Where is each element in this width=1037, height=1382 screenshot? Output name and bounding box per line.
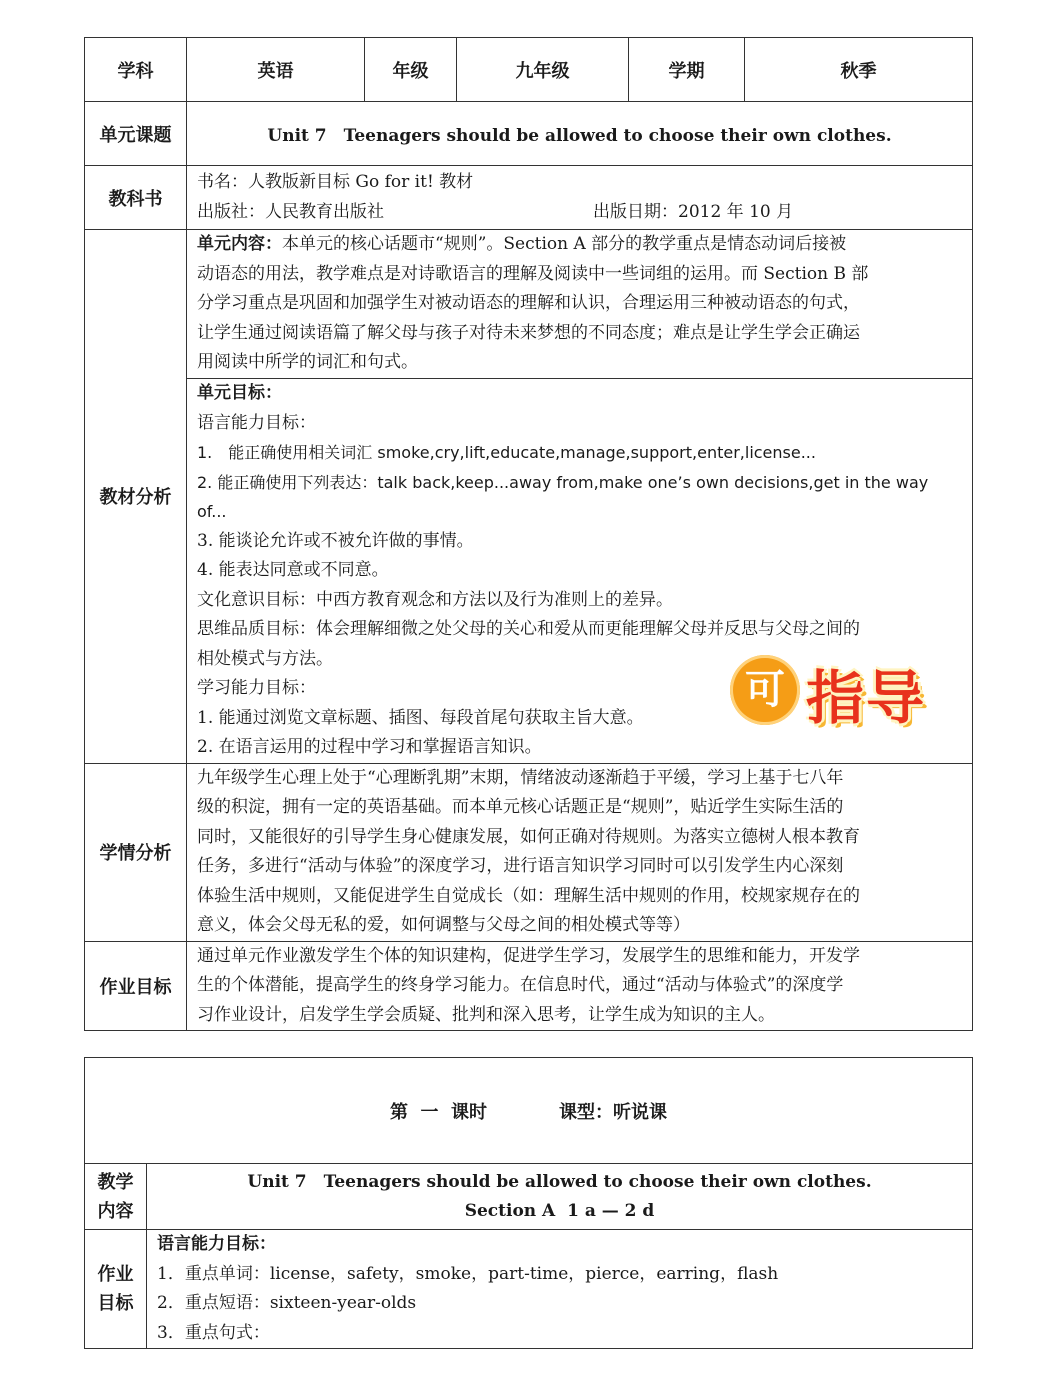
lesson-content-cell bbox=[147, 1164, 973, 1230]
lesson-goal-row bbox=[85, 1230, 973, 1349]
textbook-label: 教科书 bbox=[85, 166, 187, 230]
student-analysis-label: 学情分析 bbox=[85, 763, 187, 941]
student-analysis-row bbox=[85, 763, 973, 941]
lesson-goal-line: 3．重点句式： bbox=[157, 1322, 270, 1343]
student-analysis-line: 级的积淀，拥有一定的英语基础。而本单元核心话题正是“规则”，贴近学生实际生活的 bbox=[197, 797, 844, 817]
lesson-goal-label-line: 目标 bbox=[97, 1293, 134, 1314]
goal-line: 学习能力目标： bbox=[197, 678, 316, 698]
lesson-goal-title: 语言能力目标： bbox=[157, 1234, 276, 1254]
lesson-section: Section A 1 a — 2 d bbox=[464, 1200, 655, 1221]
lesson-goal-line: 2．重点短语：sixteen-year-olds bbox=[157, 1293, 417, 1313]
term-value: 秋季 bbox=[745, 38, 973, 102]
goal-line: 2. 能正确使用下列表达：talk back,keep...away from,make one’s own decisions,get in the way bbox=[197, 472, 929, 492]
unit-content-cell bbox=[187, 230, 973, 379]
homework-goal-cell bbox=[187, 941, 973, 1031]
term-label: 学期 bbox=[629, 38, 745, 102]
unit-content-line: 本单元的核心话题市“规则”。Section A 部分的教学重点是情态动词后接被 bbox=[282, 234, 847, 255]
goal-line: 相处模式与方法。 bbox=[197, 648, 333, 669]
unit-content-line: 用阅读中所学的词汇和句式。 bbox=[197, 352, 418, 373]
publisher: 出版社：人民教育出版社 bbox=[197, 201, 384, 222]
stamp-word: 指导 bbox=[806, 664, 927, 732]
unit-topic-label: 单元课题 bbox=[85, 102, 187, 166]
unit-content-line: 让学生通过阅读语篇了解父母与孩子对待未来梦想的不同态度；难点是让学生学会正确运 bbox=[197, 322, 860, 343]
subject-label: 学科 bbox=[85, 38, 187, 102]
student-analysis-line: 体验生活中规则，又能促进学生自觉成长（如：理解生活中规则的作用，校规家规存在的 bbox=[197, 885, 860, 906]
unit-overview-table bbox=[84, 37, 973, 1031]
unit-topic-value: Unit 7 Teenagers should be allowed to choose their own clothes. bbox=[187, 102, 973, 166]
unit-content-line: 动语态的用法，教学难点是对诗歌语言的理解及阅读中一些词组的运用。而 Section B 部 bbox=[197, 263, 869, 284]
lesson-goal-line: 1．重点单词：license，safety，smoke，part-time，pierce，earring，flash bbox=[157, 1263, 779, 1284]
goal-line: 文化意识目标：中西方教育观念和方法以及行为准则上的差异。 bbox=[197, 589, 673, 610]
lesson-table bbox=[84, 1057, 973, 1349]
student-analysis-cell bbox=[187, 763, 973, 941]
unit-content-title: 单元内容： bbox=[197, 234, 282, 255]
homework-goal-label: 作业目标 bbox=[85, 941, 187, 1031]
lesson-content-label-line: 内容 bbox=[97, 1200, 134, 1222]
goal-line: 1. 能通过浏览文章标题、插图、每段首尾句获取主旨大意。 bbox=[197, 707, 644, 728]
guidance-stamp bbox=[730, 651, 958, 731]
homework-goal-line: 通过单元作业激发学生个体的知识建构，促进学生学习，发展学生的思维和能力，开发学 bbox=[197, 945, 860, 966]
unit-content-line: 分学习重点是巩固和加强学生对被动语态的理解和认识，合理运用三种被动语态的句式， bbox=[197, 293, 860, 314]
unit-content-row bbox=[85, 230, 973, 379]
student-analysis-line: 任务，多进行“活动与体验”的深度学习，进行语言知识学习同时可以引发学生内心深刻 bbox=[197, 856, 844, 876]
lesson-unit-title: Unit 7 Teenagers should be allowed to choose their own clothes. bbox=[247, 1171, 872, 1192]
textbook-info bbox=[187, 166, 973, 230]
student-analysis-line: 同时，又能很好的引导学生身心健康发展，如何正确对待规则。为落实立德树人根本教育 bbox=[197, 826, 860, 847]
lesson-content-label bbox=[85, 1164, 147, 1230]
goal-line: of... bbox=[197, 502, 227, 521]
goal-line: 4. 能表达同意或不同意。 bbox=[197, 560, 389, 580]
grade-value: 九年级 bbox=[457, 38, 629, 102]
goal-line: 2. 在语言运用的过程中学习和掌握语言知识。 bbox=[197, 737, 542, 757]
student-analysis-line: 意义，体会父母无私的爱，如何调整与父母之间的相处模式等等） bbox=[197, 915, 690, 935]
lesson-goal-label-line: 作业 bbox=[97, 1264, 134, 1285]
goal-line: 3. 能谈论允许或不被允许做的事情。 bbox=[197, 530, 474, 551]
lesson-content-label-line: 教学 bbox=[97, 1171, 134, 1193]
unit-topic-row bbox=[85, 102, 973, 166]
book-name: 书名：人教版新目标 Go for it! 教材 bbox=[197, 172, 474, 192]
homework-goal-line: 生的个体潜能，提高学生的终身学习能力。在信息时代，通过“活动与体验式”的深度学 bbox=[197, 975, 844, 995]
homework-goal-row bbox=[85, 941, 973, 1031]
publication-date: 出版日期：2012 年 10 月 bbox=[593, 201, 794, 222]
lesson-title: 第 一 课时 课型：听说课 bbox=[85, 1058, 973, 1164]
stamp-circle: 可 bbox=[730, 655, 800, 725]
grade-label: 年级 bbox=[365, 38, 457, 102]
lesson-content-row bbox=[85, 1164, 973, 1230]
goal-line: 思维品质目标：体会理解细微之处父母的关心和爱从而更能理解父母并反思与父母之间的 bbox=[197, 619, 860, 639]
homework-goal-line: 习作业设计，启发学生学会质疑、批判和深入思考，让学生成为知识的主人。 bbox=[197, 1004, 775, 1025]
textbook-row bbox=[85, 166, 973, 230]
goal-line: 语言能力目标： bbox=[197, 412, 316, 433]
lesson-title-row bbox=[85, 1058, 973, 1164]
header-row bbox=[85, 38, 973, 102]
subject-value: 英语 bbox=[187, 38, 365, 102]
publisher-line bbox=[197, 198, 964, 228]
goal-line: 1. 能正确使用相关词汇 smoke,cry,lift,educate,manage,support,enter,license... bbox=[197, 443, 816, 462]
unit-goals-title: 单元目标： bbox=[197, 383, 282, 403]
material-analysis-label: 教材分析 bbox=[85, 230, 187, 764]
lesson-goal-label bbox=[85, 1230, 147, 1349]
lesson-goal-cell bbox=[147, 1230, 973, 1349]
student-analysis-line: 九年级学生心理上处于“心理断乳期”末期，情绪波动逐渐趋于平缓，学习上基于七八年 bbox=[197, 767, 844, 788]
